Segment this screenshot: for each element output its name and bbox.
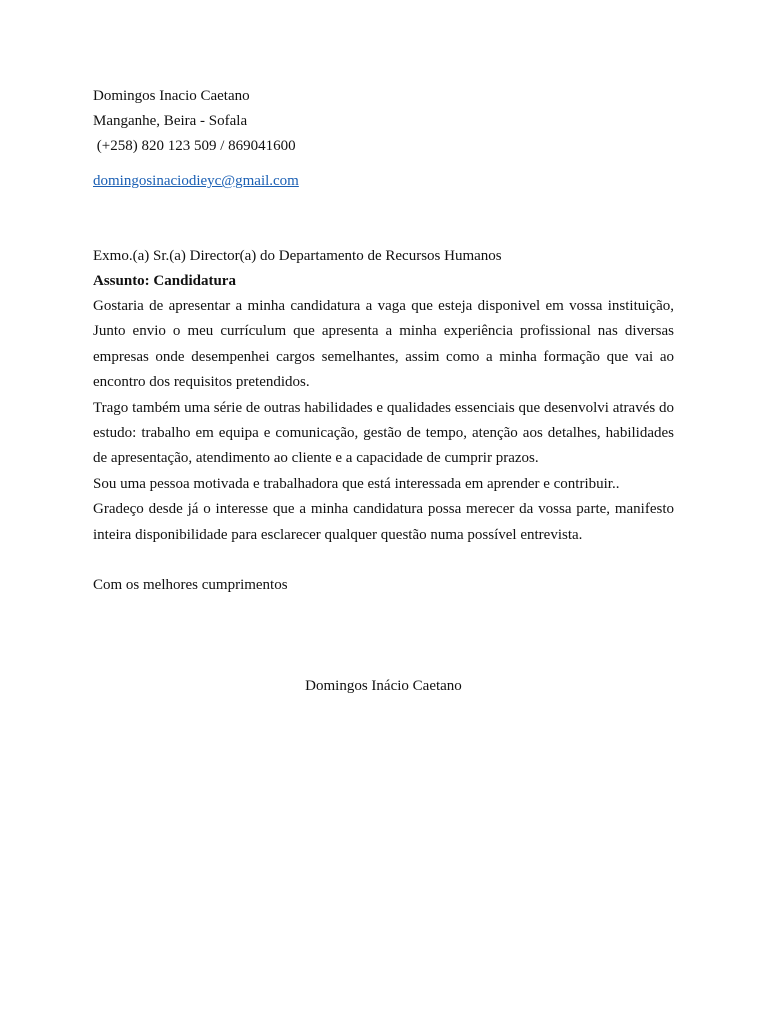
- recipient-line: Exmo.(a) Sr.(a) Director(a) do Departamento de Recursos Humanos: [93, 248, 502, 264]
- sender-phone: (+258) 820 123 509 / 869041600: [93, 138, 296, 154]
- body-paragraph: Gostaria de apresentar a minha candidatura a vaga que esteja disponivel em vossa instituição, Junto envio o meu currículum que apresenta a minha experiência profissional nas diversas empresas onde desempenhei cargos semelhantes, assim como a minha formação que vai ao encontro dos requisitos pretendidos.: [93, 298, 674, 391]
- body-paragraph: Sou uma pessoa motivada e trabalhadora que está interessada em aprender e contribuir..: [93, 475, 620, 492]
- sender-address: Manganhe, Beira - Sofala: [93, 113, 248, 129]
- sender-name: Domingos Inacio Caetano: [93, 88, 250, 104]
- letter-page: [93, 84, 674, 694]
- subject-line: Assunto: Candidatura: [93, 273, 236, 289]
- closing-line: Com os melhores cumprimentos: [93, 577, 288, 594]
- signature-name: Domingos Inácio Caetano: [305, 678, 462, 694]
- body-paragraph: Trago também uma série de outras habilidades e qualidades essenciais que desenvolvi através do estudo: trabalho em equipa e comunicação, gestão de tempo, atenção aos detalhes, habilidades de apresentação, atendimento ao cliente e a capacidade de cumprir prazos.: [93, 399, 674, 467]
- body-paragraph: Gradeço desde já o interesse que a minha candidatura possa merecer da vossa parte, manifesto inteira disponibilidade para esclarecer qualquer questão numa possível entrevista.: [93, 501, 674, 543]
- sender-email-line: [93, 169, 674, 194]
- letter-body: [93, 294, 674, 548]
- sender-email-link[interactable]: domingosinaciodieyc@gmail.com: [93, 173, 299, 189]
